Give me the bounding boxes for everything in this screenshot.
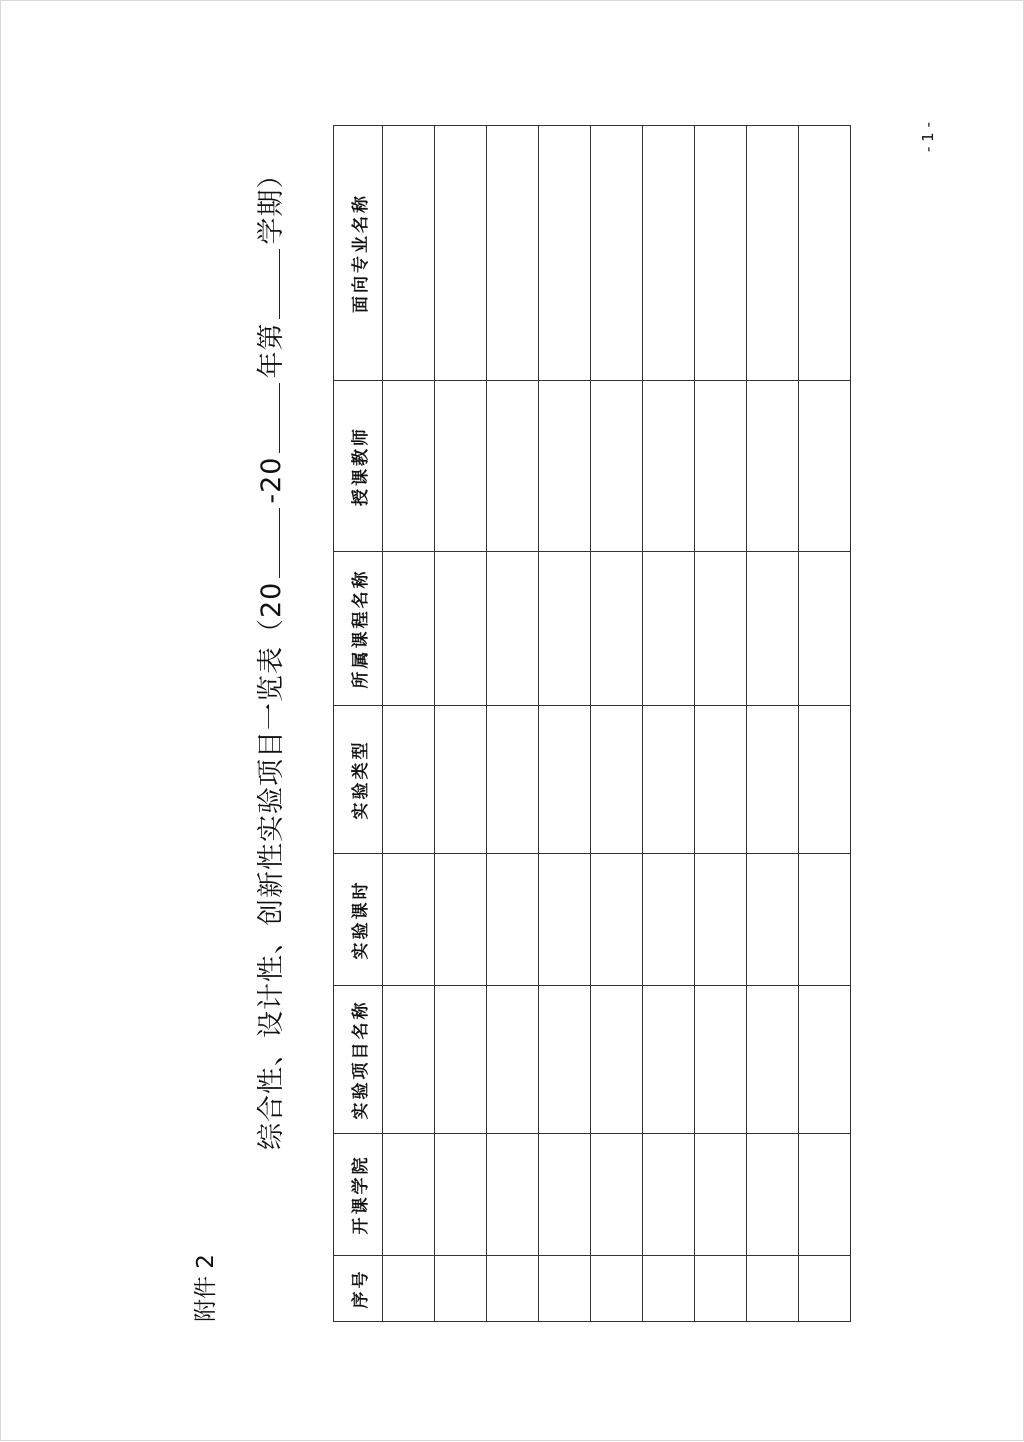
table-cell[interactable]: [591, 1256, 643, 1322]
table-cell[interactable]: [695, 126, 747, 381]
table-cell[interactable]: [487, 854, 539, 986]
project-table: [333, 125, 851, 1322]
table-cell[interactable]: [695, 986, 747, 1134]
table-cell[interactable]: [539, 986, 591, 1134]
header-course-name: 所属课程名称: [334, 552, 383, 706]
table-cell[interactable]: [539, 706, 591, 854]
table-row: [383, 126, 435, 1322]
table-cell[interactable]: [435, 986, 487, 1134]
table-cell[interactable]: [591, 986, 643, 1134]
table-cell[interactable]: [799, 1134, 851, 1256]
table-cell[interactable]: [591, 381, 643, 552]
table-cell[interactable]: [435, 381, 487, 552]
table-cell[interactable]: [695, 381, 747, 552]
table-cell[interactable]: [747, 1134, 799, 1256]
start-year-blank: [257, 508, 280, 578]
table-cell[interactable]: [747, 986, 799, 1134]
table-cell[interactable]: [591, 706, 643, 854]
table-cell[interactable]: [487, 1134, 539, 1256]
table-cell[interactable]: [487, 1256, 539, 1322]
table-cell[interactable]: [695, 1134, 747, 1256]
table-row: [487, 126, 539, 1322]
table-cell[interactable]: [799, 126, 851, 381]
table-cell[interactable]: [539, 126, 591, 381]
table-cell[interactable]: [487, 986, 539, 1134]
table-cell[interactable]: [487, 706, 539, 854]
title-term-label: 学期）: [256, 160, 287, 245]
table-cell[interactable]: [643, 854, 695, 986]
table-cell[interactable]: [383, 1134, 435, 1256]
table-cell[interactable]: [539, 552, 591, 706]
table-cell[interactable]: [539, 381, 591, 552]
table-row: [747, 126, 799, 1322]
table-cell[interactable]: [643, 552, 695, 706]
table-cell[interactable]: [435, 706, 487, 854]
table-cell[interactable]: [435, 854, 487, 986]
table-cell[interactable]: [435, 1134, 487, 1256]
table-row: [435, 126, 487, 1322]
title-year-label: 年第: [256, 322, 287, 379]
table-cell[interactable]: [383, 854, 435, 986]
table-cell[interactable]: [383, 706, 435, 854]
table-header-row: [334, 126, 383, 1322]
table-body: [383, 126, 851, 1322]
table-cell[interactable]: [695, 706, 747, 854]
table-cell[interactable]: [695, 1256, 747, 1322]
table-cell[interactable]: [539, 1256, 591, 1322]
header-teacher: 授课教师: [334, 381, 383, 552]
table-cell[interactable]: [539, 1134, 591, 1256]
table-cell[interactable]: [799, 854, 851, 986]
table-cell[interactable]: [539, 854, 591, 986]
table-cell[interactable]: [383, 381, 435, 552]
table-cell[interactable]: [695, 854, 747, 986]
table-cell[interactable]: [487, 552, 539, 706]
table-cell[interactable]: [435, 1256, 487, 1322]
table-row: [695, 126, 747, 1322]
table-cell[interactable]: [799, 1256, 851, 1322]
header-index: 序号: [334, 1256, 383, 1322]
title-prefix: 综合性、设计性、创新性实验项目一览表（20: [256, 581, 287, 1150]
table-cell[interactable]: [383, 126, 435, 381]
table-cell[interactable]: [591, 1134, 643, 1256]
table-cell[interactable]: [799, 552, 851, 706]
table-cell[interactable]: [695, 552, 747, 706]
header-major: 面向专业名称: [334, 126, 383, 381]
table-cell[interactable]: [747, 381, 799, 552]
header-hours: 实验课时: [334, 854, 383, 986]
table-row: [643, 126, 695, 1322]
header-college: 开课学院: [334, 1134, 383, 1256]
table-cell[interactable]: [591, 854, 643, 986]
table-cell[interactable]: [435, 126, 487, 381]
table-row: [591, 126, 643, 1322]
term-blank: [257, 249, 280, 319]
table-cell[interactable]: [591, 552, 643, 706]
table-cell[interactable]: [643, 706, 695, 854]
attachment-label: 附件 2: [193, 1254, 219, 1322]
table-cell[interactable]: [643, 1134, 695, 1256]
table-cell[interactable]: [799, 381, 851, 552]
header-project-name: 实验项目名称: [334, 986, 383, 1134]
landscape-content: [1, 1, 1024, 1442]
table-cell[interactable]: [383, 1256, 435, 1322]
table-cell[interactable]: [643, 381, 695, 552]
table-cell[interactable]: [591, 126, 643, 381]
table-cell[interactable]: [747, 126, 799, 381]
table-cell[interactable]: [383, 986, 435, 1134]
table-cell[interactable]: [643, 986, 695, 1134]
table-row: [539, 126, 591, 1322]
table-cell[interactable]: [747, 706, 799, 854]
table-cell[interactable]: [435, 552, 487, 706]
table-cell[interactable]: [747, 1256, 799, 1322]
table-cell[interactable]: [487, 381, 539, 552]
table-cell[interactable]: [487, 126, 539, 381]
table-row: [799, 126, 851, 1322]
table-cell[interactable]: [799, 986, 851, 1134]
header-type: 实验类型: [334, 706, 383, 854]
table-cell[interactable]: [643, 1256, 695, 1322]
table-cell[interactable]: [799, 706, 851, 854]
table-cell[interactable]: [747, 552, 799, 706]
page-number: - 1 -: [919, 122, 937, 152]
page-title: [249, 161, 288, 1150]
table-cell[interactable]: [643, 126, 695, 381]
title-dash-20: -20: [256, 456, 287, 504]
table-cell[interactable]: [747, 854, 799, 986]
table-cell[interactable]: [383, 552, 435, 706]
end-year-blank: [257, 383, 280, 453]
